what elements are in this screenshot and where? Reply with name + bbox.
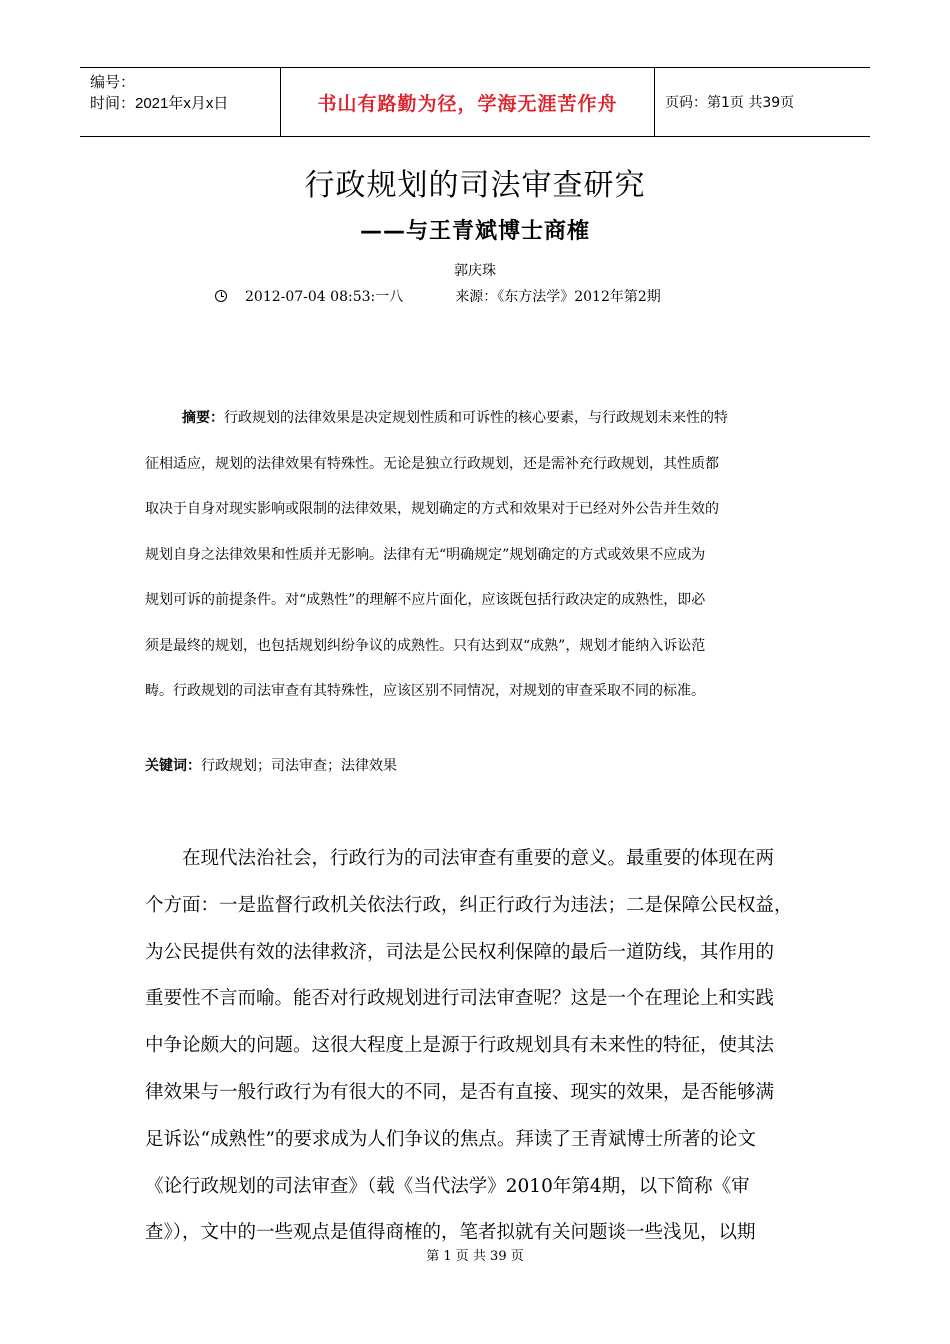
abstract xyxy=(145,396,810,715)
keywords-label: 关键词： xyxy=(145,758,201,774)
header-motto: 书山有路勤为径，学海无涯苦作舟 xyxy=(281,68,655,136)
abstract-line: 须是最终的规划，也包括规划纠纷争议的成熟性。只有达到双“成熟”，规划才能纳入诉讼范 xyxy=(145,637,706,654)
body-line: 为公民提供有效的法律救济，司法是公民权利保障的最后一道防线，其作用的 xyxy=(145,941,775,963)
body-line: 查》），文中的一些观点是值得商榷的，笔者拟就有关问题谈一些浅见，以期 xyxy=(145,1222,756,1244)
article-subtitle: ——与王青斌博士商榷 xyxy=(359,219,590,244)
abstract-label: 摘要： xyxy=(182,410,224,426)
article-source: 来源：《东方法学》2012年第2期 xyxy=(455,289,661,305)
keywords xyxy=(145,755,397,775)
time-label: 时间：2021年x月x日 xyxy=(90,95,229,112)
body-line: 《论行政规划的司法审查》（载《当代法学》2010年第4期，以下简称《审 xyxy=(145,1175,750,1197)
page-footer: 第 1 页 共 39 页 xyxy=(426,1249,524,1264)
article-author: 郭庆珠 xyxy=(454,263,496,279)
body-text xyxy=(145,836,810,1257)
body-line: 足诉讼“成熟性”的要求成为人们争议的焦点。拜读了王青斌博士所著的论文 xyxy=(145,1128,756,1150)
body-line: 中争论颇大的问题。这很大程度上是源于行政规划具有未来性的特征，使其法 xyxy=(145,1035,775,1057)
abstract-line: 征相适应，规划的法律效果有特殊性。无论是独立行政规划，还是需补充行政规划，其性质都 xyxy=(145,455,719,472)
body-line: 在现代法治社会，行政行为的司法审查有重要的意义。最重要的体现在两 xyxy=(145,848,775,869)
abstract-line: 规划可诉的前提条件。对“成熟性”的理解不应片面化，应该既包括行政决定的成熟性，即必 xyxy=(145,592,706,608)
abstract-line: 取决于自身对现实影响或限制的法律效果，规划确定的方式和效果对于已经对外公告并生效的 xyxy=(145,501,719,517)
article-meta xyxy=(215,286,661,306)
abstract-line: 摘要：行政规划的法律效果是决定规划性质和可诉性的核心要素，与行政规划未来性的特 xyxy=(182,410,728,426)
header-left-cell xyxy=(80,68,281,136)
clock-icon xyxy=(215,290,227,302)
abstract-line: 畴。行政规划的司法审查有其特殊性，应该区别不同情况，对规划的审查采取不同的标准。 xyxy=(145,683,705,699)
header-page-info: 页码：第1页 共39页 xyxy=(665,95,795,111)
abstract-line: 规划自身之法律效果和性质并无影响。法律有无“明确规定”规划确定的方式或效果不应成为 xyxy=(145,546,706,563)
body-line: 律效果与一般行政行为有很大的不同，是否有直接、现实的效果，是否能够满 xyxy=(145,1081,775,1103)
keywords-value: 行政规划；司法审查；法律效果 xyxy=(201,758,397,774)
document-header xyxy=(80,67,870,137)
body-line: 个方面：一是监督行政机关依法行政，纠正行政行为违法；二是保障公民权益， xyxy=(145,894,793,916)
article-datetime: 2012-07-04 08:53:一八 xyxy=(245,289,404,305)
article-title: 行政规划的司法审查研究 xyxy=(304,168,646,203)
body-line: 重要性不言而喻。能否对行政规划进行司法审查呢？这是一个在理论上和实践 xyxy=(145,988,775,1010)
number-label: 编号： xyxy=(90,74,136,91)
